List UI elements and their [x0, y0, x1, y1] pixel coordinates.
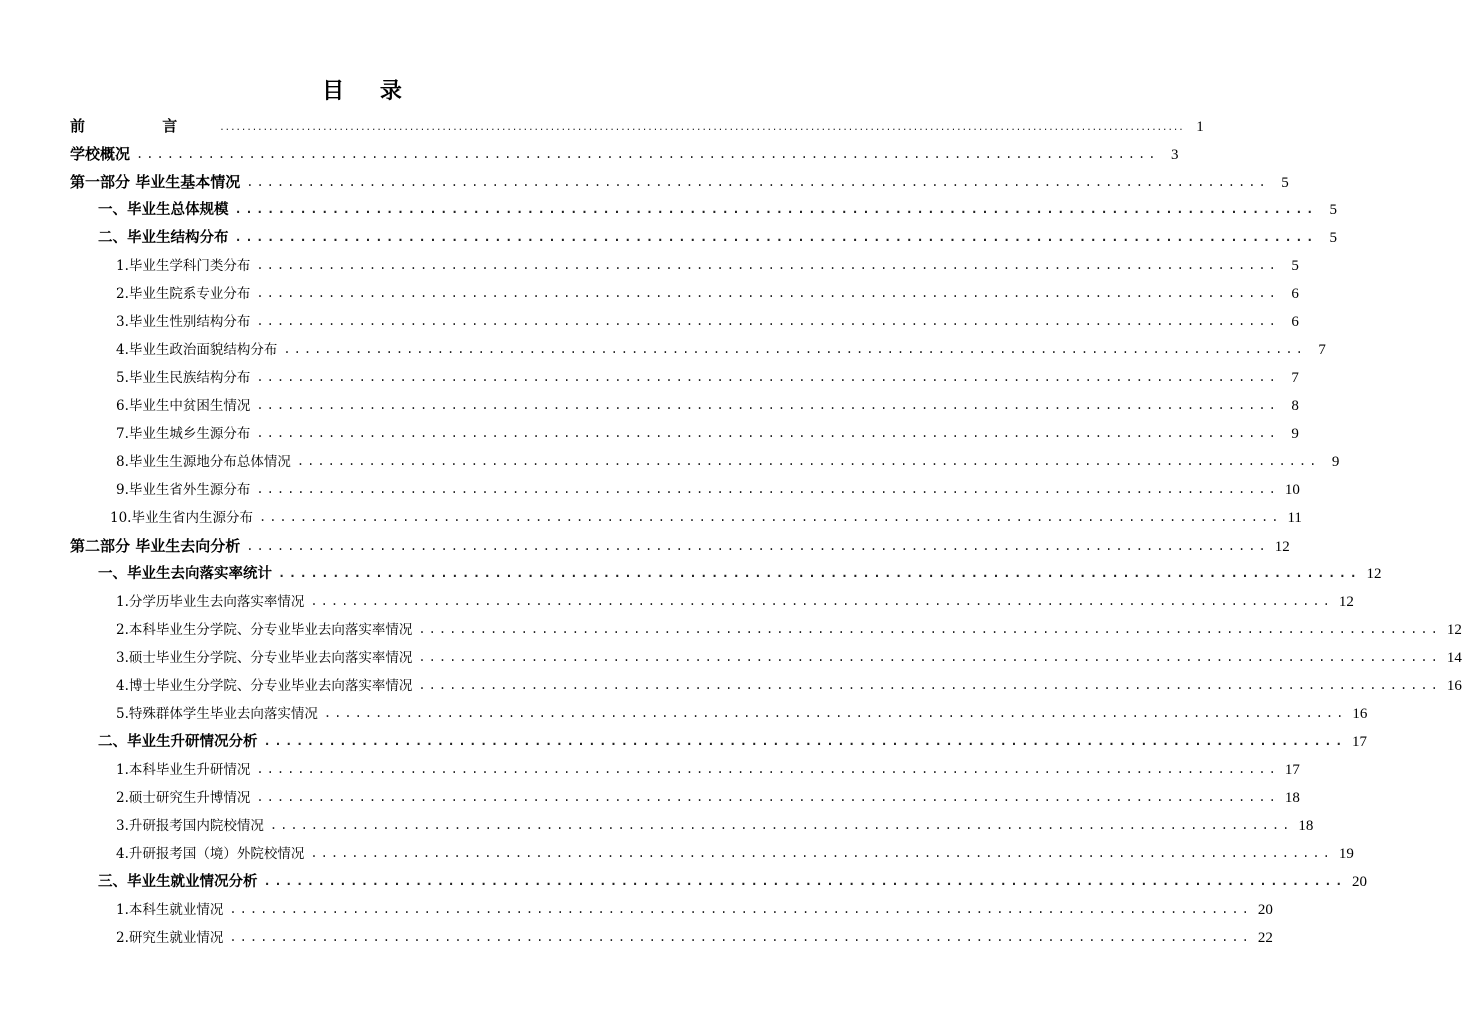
- toc-page-number: 9: [1331, 454, 1340, 470]
- toc-page-number: 16: [1446, 678, 1462, 694]
- toc-page-number: 9: [1291, 426, 1299, 442]
- toc-entry[interactable]: [70, 700, 1368, 728]
- toc-entry[interactable]: [70, 616, 1462, 644]
- toc-page-number: 17: [1351, 734, 1367, 750]
- toc-entry[interactable]: [70, 448, 1340, 476]
- toc-entry-label: 5.特殊群体学生毕业去向落实情况: [116, 706, 318, 722]
- toc-page-number: 7: [1318, 342, 1326, 358]
- leader-dots: ....................................................................................................: [269, 818, 1293, 832]
- toc-entry-label: 2.硕士研究生升博情况: [116, 790, 251, 806]
- leader-dots: ....................................................................................................: [418, 622, 1441, 636]
- toc-entry-label: 10.毕业生省内生源分布: [110, 510, 253, 526]
- toc-entry-label: 第一部分 毕业生基本情况: [70, 173, 241, 191]
- toc-page-number: 18: [1298, 818, 1314, 834]
- leader-dots: ....................................................................................................: [256, 370, 1279, 384]
- toc-entry-label: 2.毕业生院系专业分布: [116, 286, 251, 302]
- leader-dots: ....................................................................................................: [256, 762, 1279, 776]
- toc-entry-label: 1.本科生就业情况: [116, 902, 224, 918]
- toc-page-number: 16: [1352, 706, 1368, 722]
- leader-dots: ....................................................................................................: [323, 706, 1347, 720]
- toc-entry-label: 3.升研报考国内院校情况: [116, 818, 264, 834]
- toc-page-number: 10: [1284, 482, 1300, 498]
- toc-entry-label: 6.毕业生中贫困生情况: [116, 398, 251, 414]
- toc-page-number: 12: [1274, 539, 1290, 555]
- toc-entry[interactable]: [70, 364, 1299, 392]
- toc-entry-label: 第二部分 毕业生去向分析: [70, 537, 241, 555]
- toc-entry[interactable]: [70, 588, 1354, 616]
- toc-entry[interactable]: [70, 560, 1382, 588]
- leader-dots: ....................................................................................................: [246, 539, 1269, 553]
- toc-page-number: 20: [1257, 902, 1273, 918]
- leader-dots: ....................................................................................................: [256, 286, 1279, 300]
- toc-entry[interactable]: [70, 252, 1299, 280]
- toc-entry[interactable]: [70, 420, 1299, 448]
- leader-dots: ....................................................................................................: [234, 202, 1317, 216]
- toc-entry-label: 3.毕业生性别结构分布: [116, 314, 251, 330]
- toc-page-number: 7: [1291, 370, 1299, 386]
- toc-page-number: 12: [1338, 594, 1354, 610]
- toc-entry-label: 4.毕业生政治面貌结构分布: [116, 342, 278, 358]
- toc-entry[interactable]: [70, 812, 1314, 840]
- table-of-contents: [70, 112, 1462, 952]
- toc-entry[interactable]: [70, 644, 1462, 672]
- leader-dots: ....................................................................................................: [296, 454, 1320, 468]
- toc-entry-label: 3.硕士毕业生分学院、分专业毕业去向落实率情况: [116, 650, 413, 666]
- leader-dots: ....................................................................................................: [256, 790, 1279, 804]
- leader-dots: ....................................................................................................: [256, 398, 1279, 412]
- leader-dots: ....................................................................................................: [278, 566, 1361, 580]
- toc-entry-label: 8.毕业生生源地分布总体情况: [116, 454, 291, 470]
- toc-entry[interactable]: [70, 532, 1290, 560]
- leader-dots: ....................................................................................................: [229, 930, 1252, 944]
- leader-dots: ....................................................................................................: [418, 650, 1441, 664]
- leader-dots: ....................................................................................................: [310, 594, 1333, 608]
- toc-page-number: 5: [1329, 230, 1337, 246]
- toc-entry[interactable]: [70, 896, 1273, 924]
- toc-page-number: 18: [1284, 790, 1300, 806]
- toc-entry-label: 7.毕业生城乡生源分布: [116, 426, 251, 442]
- toc-entry[interactable]: [70, 392, 1299, 420]
- leader-dots: ....................................................................................................: [234, 230, 1317, 244]
- toc-page-number: 3: [1170, 147, 1179, 163]
- toc-page-number: 5: [1291, 258, 1299, 274]
- toc-entry[interactable]: [70, 196, 1337, 224]
- toc-entry-label: 前 言: [70, 117, 214, 135]
- toc-entry-label: 4.博士毕业生分学院、分专业毕业去向落实率情况: [116, 678, 413, 694]
- toc-entry[interactable]: [70, 784, 1300, 812]
- toc-entry[interactable]: [70, 672, 1462, 700]
- leader-dots: ....................................................................................................: [263, 734, 1346, 748]
- toc-page-number: 14: [1446, 650, 1462, 666]
- toc-entry-label: 1.毕业生学科门类分布: [116, 258, 251, 274]
- toc-page-number: 19: [1338, 846, 1354, 862]
- toc-page-number: 1: [1196, 119, 1204, 135]
- leader-dots: ....................................................................................................: [283, 342, 1306, 356]
- toc-entry[interactable]: [70, 140, 1179, 168]
- toc-entry[interactable]: [70, 728, 1367, 756]
- toc-entry[interactable]: [70, 868, 1367, 896]
- leader-dots: ....................................................................................................: [136, 147, 1159, 161]
- leader-dots: ....................................................................................................: [256, 258, 1279, 272]
- toc-entry[interactable]: [70, 280, 1299, 308]
- toc-entry-label: 二、毕业生结构分布: [98, 230, 229, 246]
- leader-dots: ....................................................................................................: [256, 426, 1279, 440]
- toc-page-number: 6: [1291, 286, 1299, 302]
- toc-entry-label: 1.分学历毕业生去向落实率情况: [116, 594, 305, 610]
- page-title: 目 录: [322, 79, 416, 104]
- toc-entry-label: 2.研究生就业情况: [116, 930, 224, 946]
- leader-dots: ....................................................................................................: [256, 314, 1279, 328]
- toc-entry[interactable]: [70, 840, 1354, 868]
- leader-dots: ....................................................................................................: [246, 175, 1269, 189]
- toc-page-number: 8: [1291, 398, 1299, 414]
- toc-page-number: 5: [1329, 202, 1337, 218]
- toc-entry[interactable]: [70, 168, 1289, 196]
- toc-page-number: 20: [1351, 874, 1367, 890]
- leader-dots: ....................................................................................................: [418, 678, 1441, 692]
- leader-dots: ....................................................................................................: [229, 902, 1252, 916]
- toc-entry-label: 2.本科毕业生分学院、分专业毕业去向落实率情况: [116, 622, 413, 638]
- leader-dots: ..................................................................................................................................................................................: [219, 123, 1184, 133]
- toc-entry-label: 学校概况: [70, 145, 131, 163]
- toc-page-number: 12: [1366, 566, 1382, 582]
- leader-dots: ....................................................................................................: [263, 874, 1346, 888]
- toc-entry-label: 一、毕业生总体规模: [98, 202, 229, 218]
- toc-entry-preface[interactable]: [70, 112, 1204, 140]
- toc-entry-label: 三、毕业生就业情况分析: [98, 874, 258, 890]
- leader-dots: ....................................................................................................: [258, 510, 1282, 524]
- leader-dots: ....................................................................................................: [310, 846, 1333, 860]
- toc-entry-label: 4.升研报考国（境）外院校情况: [116, 846, 305, 862]
- toc-page-number: 22: [1257, 930, 1273, 946]
- toc-entry[interactable]: [70, 308, 1299, 336]
- toc-page-number: 6: [1291, 314, 1299, 330]
- toc-page-number: 12: [1446, 622, 1462, 638]
- toc-entry[interactable]: [70, 476, 1300, 504]
- toc-page-number: 17: [1284, 762, 1300, 778]
- toc-entry[interactable]: [70, 756, 1300, 784]
- toc-page-number: 11: [1287, 510, 1302, 526]
- toc-entry-label: 二、毕业生升研情况分析: [98, 734, 258, 750]
- toc-entry[interactable]: [70, 924, 1273, 952]
- toc-entry-label: 一、毕业生去向落实率统计: [98, 566, 272, 582]
- toc-entry-label: 5.毕业生民族结构分布: [116, 370, 251, 386]
- toc-entry[interactable]: [70, 336, 1326, 364]
- toc-page-number: 5: [1281, 175, 1289, 191]
- toc-entry[interactable]: [70, 504, 1302, 532]
- toc-entry-label: 9.毕业生省外生源分布: [116, 482, 251, 498]
- toc-entry[interactable]: [70, 224, 1337, 252]
- leader-dots: ....................................................................................................: [256, 482, 1279, 496]
- toc-entry-label: 1.本科毕业生升研情况: [116, 762, 251, 778]
